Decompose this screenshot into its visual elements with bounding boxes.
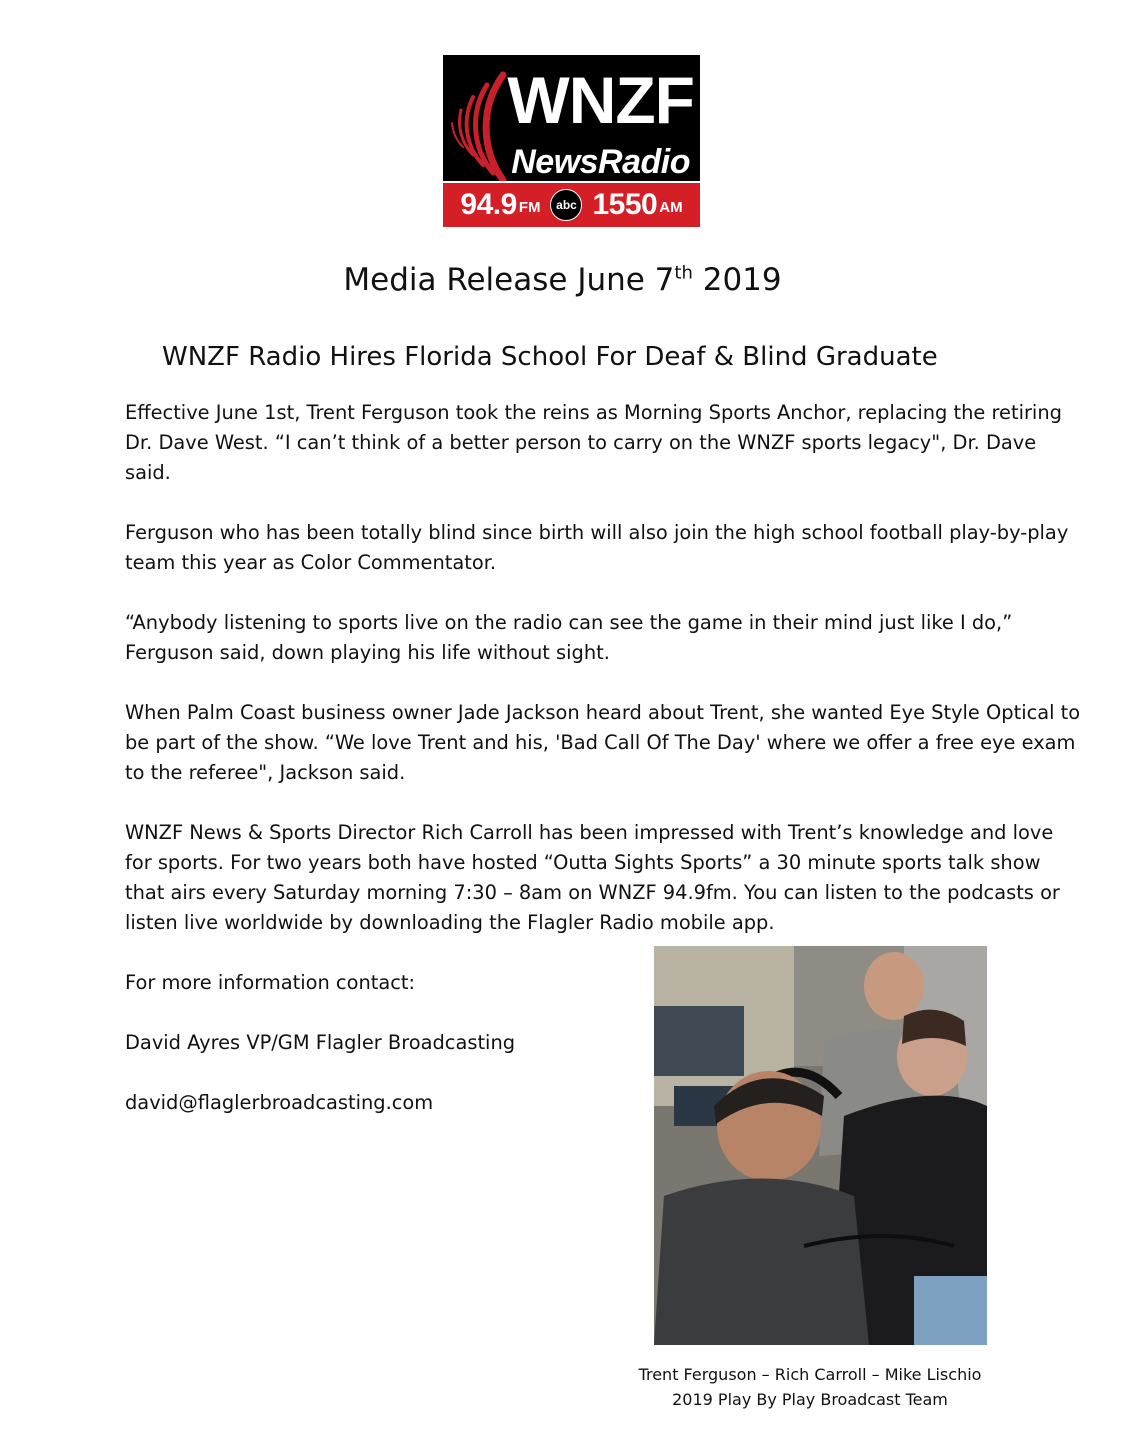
am-frequency: 1550 xyxy=(592,188,658,221)
paragraph: WNZF News & Sports Director Rich Carroll has been impressed with Trent’s knowledge and love for sports. For two years both have hosted “Outta Sights Sports” a 30 minute sports talk show that airs every Saturday morning 7:30 – 8am on WNZF 94.9fm. You can listen to the podcasts or listen live worldwide by downloading the Flagler Radio mobile app. xyxy=(125,821,1060,934)
paragraph: Ferguson who has been totally blind since birth will also join the high school football play-by-play team this year as Color Commentator. xyxy=(125,521,1069,574)
contact-email: david@flaglerbroadcasting.com xyxy=(125,1091,434,1114)
caption-line-2: 2019 Play By Play Broadcast Team xyxy=(672,1390,948,1409)
caption-line-1: Trent Ferguson – Rich Carroll – Mike Lischio xyxy=(638,1365,982,1384)
body-text xyxy=(125,398,1085,968)
paragraph: When Palm Coast business owner Jade Jackson heard about Trent, she wanted Eye Style Optical to be part of the show. “We love Trent and his, 'Bad Call Of The Day' where we offer a free eye exam to the referee", Jackson said. xyxy=(125,701,1081,784)
headline: WNZF Radio Hires Florida School For Deaf & Blind Graduate xyxy=(162,342,938,372)
contact-block xyxy=(125,968,625,1148)
abc-network-icon: abc xyxy=(550,189,582,221)
photo-caption xyxy=(560,1362,1060,1412)
logo-call-letters: WNZF xyxy=(507,63,694,137)
logo-subtitle: NewsRadio xyxy=(511,143,690,181)
fm-label: FM xyxy=(518,199,541,216)
release-title-prefix: Media Release June 7 xyxy=(343,262,675,298)
am-label: AM xyxy=(659,199,683,216)
paragraph: “Anybody listening to sports live on the radio can see the game in their mind just like I do,” Ferguson said, down playing his life without sight. xyxy=(125,611,1013,664)
contact-intro: For more information contact: xyxy=(125,971,416,994)
release-title xyxy=(0,260,1125,300)
team-photo-illustration xyxy=(654,946,987,1345)
paragraph: Effective June 1st, Trent Ferguson took the reins as Morning Sports Anchor, replacing the retiring Dr. Dave West. “I can’t think of a better person to carry on the WNZF sports legacy", Dr. Dave said. xyxy=(125,401,1062,484)
contact-name: David Ayres VP/GM Flagler Broadcasting xyxy=(125,1031,516,1054)
fm-frequency: 94.9 xyxy=(460,188,517,221)
release-title-suffix: 2019 xyxy=(692,262,782,298)
team-photo xyxy=(654,946,987,1345)
wnzf-logo xyxy=(443,55,700,227)
logo-frequency-band xyxy=(443,181,700,227)
release-title-superscript: th xyxy=(674,262,693,284)
